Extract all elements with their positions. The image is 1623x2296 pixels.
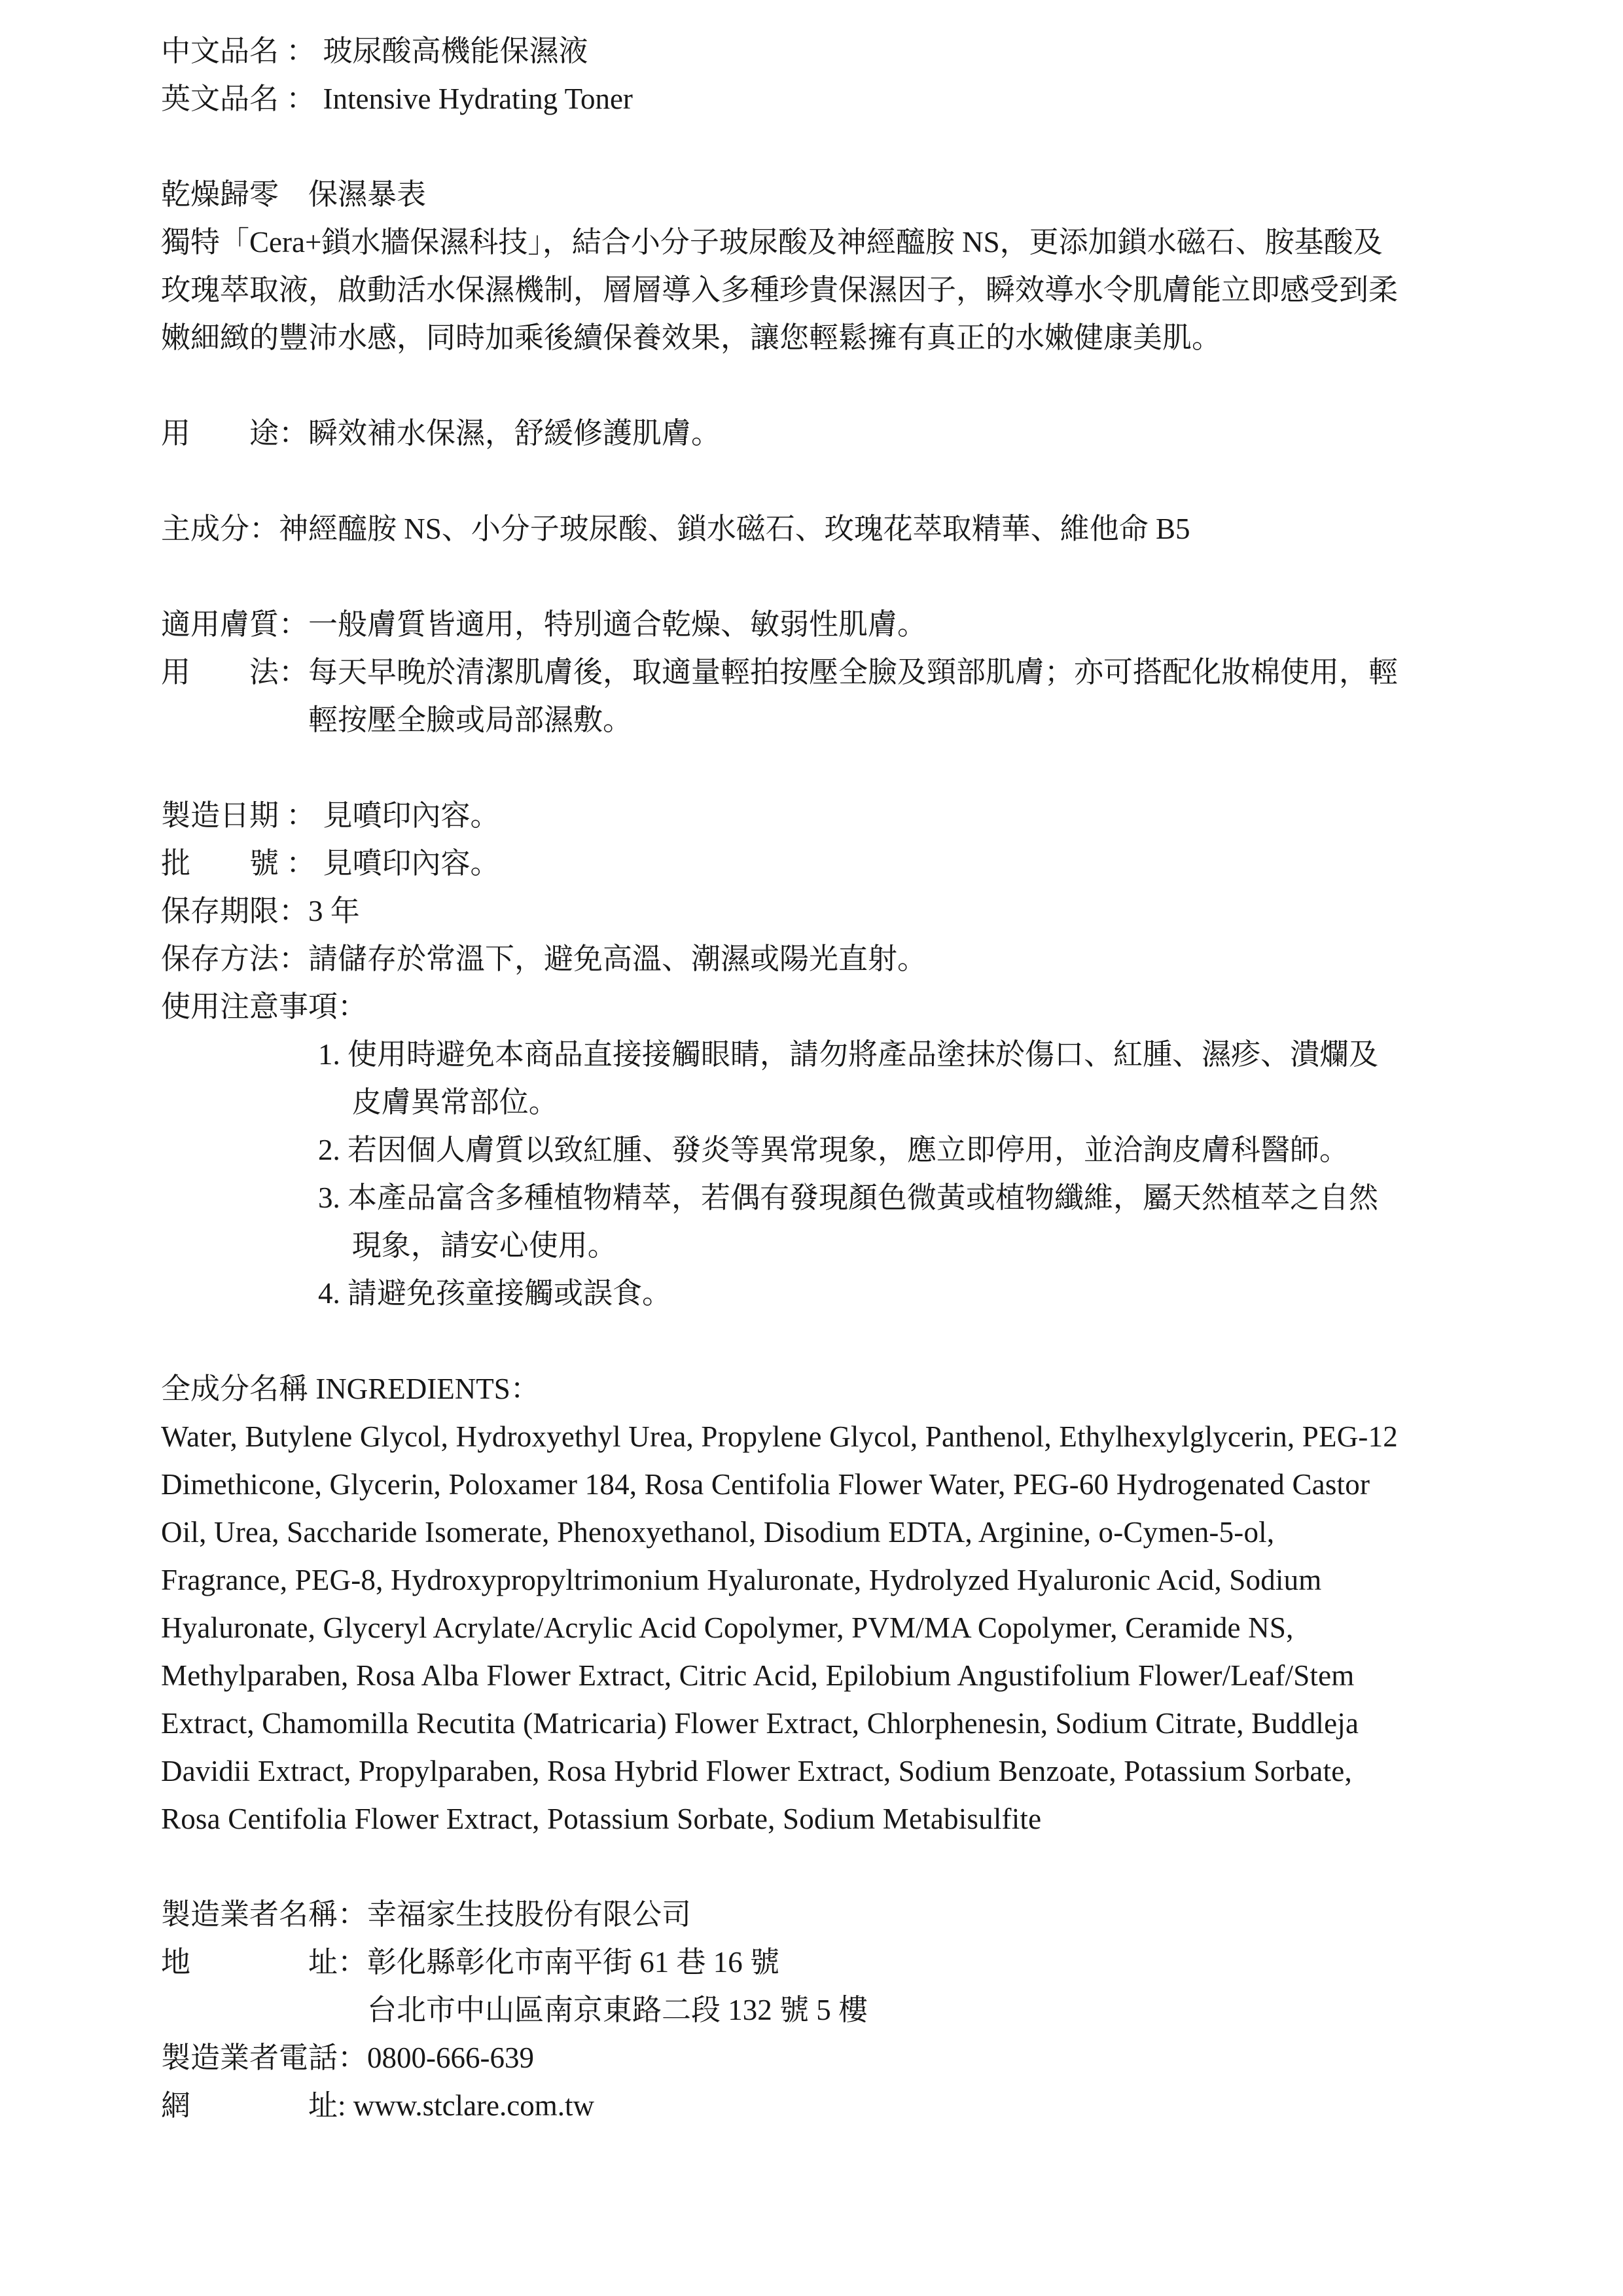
main-ingredients-line: 主成分：神經醯胺 NS、小分子玻尿酸、鎖水磁石、玫瑰花萃取精華、維他命 B5: [161, 512, 1190, 545]
ingredients-paragraph: Water, Butylene Glycol, Hydroxyethyl Urea, Propylene Glycol, Panthenol, Ethylhexylglycerin, PEG-12 Dimethicone, Glycerin, Poloxamer 184, Rosa Centifolia Flower Water, PEG-60 Hydrogenated Castor Oil, Urea, Saccharide Isomerate, Phenoxyethanol, Disodium EDTA, Arginine, o-Cymen-5-ol, Fragrance, PEG-8, Hydroxypropyltrimonium Hyaluronate, Hydrolyzed Hyaluronic Acid, Sodium Hyaluronate, Glyceryl Acrylate/Acrylic Acid Copolymer, PVM/MA Copolymer, Ceramide NS, Methylparaben, Rosa Alba Flower Extract, Citric Acid, Epilobium Angustifolium Flower/Leaf/Stem Extract, Chamomilla Recutita (Matricaria) Flower Extract, Chlorphenesin, Sodium Citrate, Buddleja Davidii Extract, Propylparaben, Rosa Hybrid Flower Extract, Sodium Benzoate, Potassium Sorbate, Rosa Centifolia Flower Extract, Potassium Sorbate, Sodium Metabisulfite: [161, 1420, 1406, 1835]
manufacturer-phone-line: 製造業者電話：0800-666-639: [161, 2041, 534, 2074]
spacer: [161, 123, 1407, 171]
usage-line: 用 途：瞬效補水保濕，舒緩修護肌膚。: [161, 417, 721, 450]
manufacturer-name-line: 製造業者名稱：幸福家生技股份有限公司: [161, 1898, 692, 1931]
directions-line: 用 法：每天早晚於清潔肌膚後，取適量輕拍按壓全臉及頸部肌膚；亦可搭配化妝棉使用，輕輕按壓全臉或局部濕敷。: [161, 656, 1399, 736]
manufacturer-website-line: 網 址: www.stclare.com.tw: [161, 2089, 594, 2122]
spacer: [161, 1843, 1407, 1891]
product-name-en: 英文品名 ： Intensive Hydrating Toner: [161, 82, 633, 115]
slogan: 乾燥歸零 保濕暴表: [161, 178, 427, 211]
mfg-date-line: 製造日期 ： 見噴印內容。: [161, 799, 500, 832]
spacer: [161, 457, 1407, 505]
notes-list: [161, 1031, 1407, 1318]
note-item-4: 4. 請避免孩童接觸或誤食。: [318, 1277, 672, 1310]
note-item-2: 2. 若因個人膚質以致紅腫、發炎等異常現象，應立即停用，並洽詢皮膚科醫師。: [318, 1134, 1349, 1166]
product-name-cn: 中文品名 ： 玻尿酸高機能保濕液: [161, 35, 588, 67]
note-item-3: 3. 本產品富含多種植物精萃，若偶有發現顏色微黃或植物纖維，屬天然植萃之自然現象，請安心使用。: [318, 1181, 1379, 1262]
note-item-1: 1. 使用時避免本商品直接接觸眼睛，請勿將產品塗抹於傷口、紅腫、濕疹、潰爛及皮膚異常部位。: [318, 1038, 1379, 1119]
spacer: [161, 744, 1407, 792]
storage-line: 保存方法：請儲存於常溫下，避免高溫、潮濕或陽光直射。: [161, 942, 927, 975]
intro-paragraph: 獨特「Cera+鎖水牆保濕科技」，結合小分子玻尿酸及神經醯胺 NS，更添加鎖水磁石、胺基酸及玫瑰萃取液，啟動活水保濕機制，層層導入多種珍貴保濕因子，瞬效導水令肌膚能立即感受到柔嫩細緻的豐沛水感，同時加乘後續保養效果，讓您輕鬆擁有真正的水嫩健康美肌。: [161, 226, 1399, 354]
spacer: [161, 1318, 1407, 1365]
skin-type-line: 適用膚質：一般膚質皆適用，特別適合乾燥、敏弱性肌膚。: [161, 608, 927, 641]
spacer: [161, 362, 1407, 410]
shelf-life-line: 保存期限：3 年: [161, 895, 360, 927]
manufacturer-address-line-1: 地 址：彰化縣彰化市南平街 61 巷 16 號: [161, 1946, 780, 1979]
batch-number-line: 批 號 ： 見噴印內容。: [161, 847, 500, 880]
spacer: [161, 553, 1407, 601]
ingredients-title: 全成分名稱 INGREDIENTS：: [161, 1372, 540, 1405]
notes-title: 使用注意事項：: [161, 990, 368, 1023]
manufacturer-address-line-2: 台北市中山區南京東路二段 132 號 5 樓: [367, 1994, 868, 2026]
